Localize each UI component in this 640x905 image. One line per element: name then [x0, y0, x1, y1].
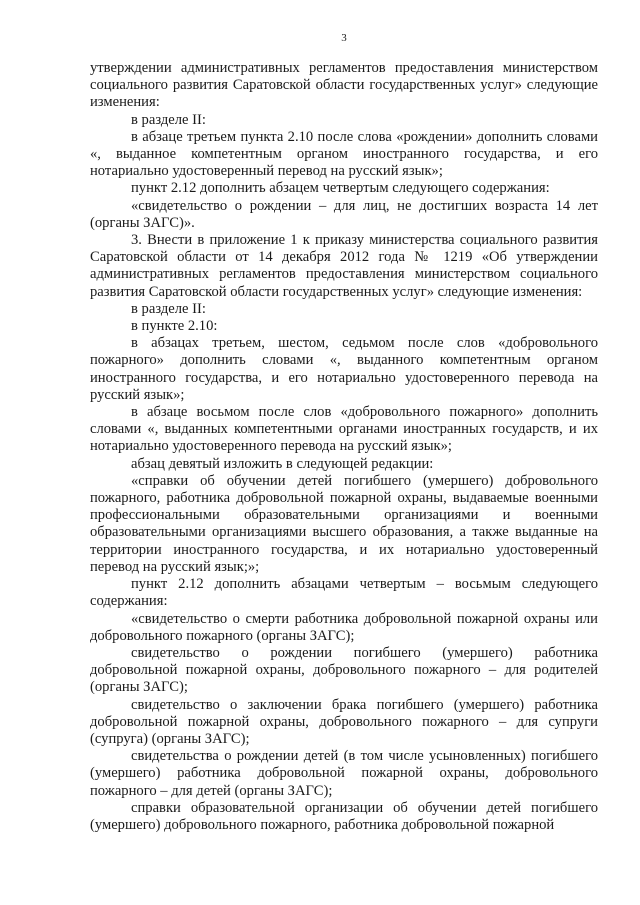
paragraph: «свидетельство о смерти работника добровольной пожарной охраны или добровольного пожарного (органы ЗАГС);	[90, 610, 598, 644]
paragraph: свидетельство о рождении погибшего (умершего) работника добровольной пожарной охраны, добровольного пожарного – для родителей (органы ЗАГС);	[90, 644, 598, 696]
document-body	[90, 60, 598, 834]
paragraph: пункт 2.12 дополнить абзацами четвертым – восьмым следующего содержания:	[90, 576, 598, 610]
paragraph: справки образовательной организации об обучении детей погибшего (умершего) добровольного пожарного, работника добровольной пожарной	[90, 799, 598, 833]
paragraph: «справки об обучении детей погибшего (умершего) добровольного пожарного, работника добровольной пожарной охраны, выдаваемые военными профессиональными образовательными организациями и военными образовательными организациями высшего образования, а также выданные на территории иностранного государства, и их нотариально удостоверенный перевод на русский язык;»;	[90, 472, 598, 575]
paragraph: в разделе II:	[131, 111, 206, 128]
paragraph: утверждении административных регламентов предоставления министерством социального развития Саратовской области государственных услуг» следующие изменения:	[90, 60, 598, 111]
paragraph: свидетельства о рождении детей (в том числе усыновленных) погибшего (умершего) работника добровольной пожарной охраны, добровольного пожарного – для детей (органы ЗАГС);	[90, 748, 598, 799]
paragraph: в абзацах третьем, шестом, седьмом после слов «добровольного пожарного» дополнить словами «, выданного компетентным органом иностранного государства, и его нотариально удостоверенного перевода на русский язык»;	[90, 335, 598, 403]
paragraph: в абзаце третьем пункта 2.10 после слова «рождении» дополнить словами «, выданное компетентным органом иностранного государства, и его нотариально удостоверенный перевод на русский язык»;	[90, 128, 598, 180]
paragraph: абзац девятый изложить в следующей редакции:	[131, 455, 434, 472]
paragraph: в пункте 2.10:	[131, 318, 218, 335]
paragraph: 3. Внести в приложение 1 к приказу министерства социального развития Саратовской области от 14 декабря 2012 года № 1219 «Об утверждении административных регламентов предоставления министерством социального развития Саратовской области государственных услуг» следующие изменения:	[90, 232, 598, 300]
paragraph: в абзаце восьмом после слов «добровольного пожарного» дополнить словами «, выданных компетентными органами иностранных государств, и их нотариально удостоверенного перевода на русский язык»;	[90, 404, 598, 455]
paragraph: свидетельство о заключении брака погибшего (умершего) работника добровольной пожарной охраны, добровольного пожарного – для супруги (супруга) (органы ЗАГС);	[90, 696, 598, 747]
paragraph: «свидетельство о рождении – для лиц, не достигших возраста 14 лет (органы ЗАГС)».	[90, 197, 598, 231]
paragraph: в разделе II:	[131, 300, 206, 317]
paragraph: пункт 2.12 дополнить абзацем четвертым следующего содержания:	[131, 180, 550, 197]
page-number: 3	[341, 32, 347, 44]
